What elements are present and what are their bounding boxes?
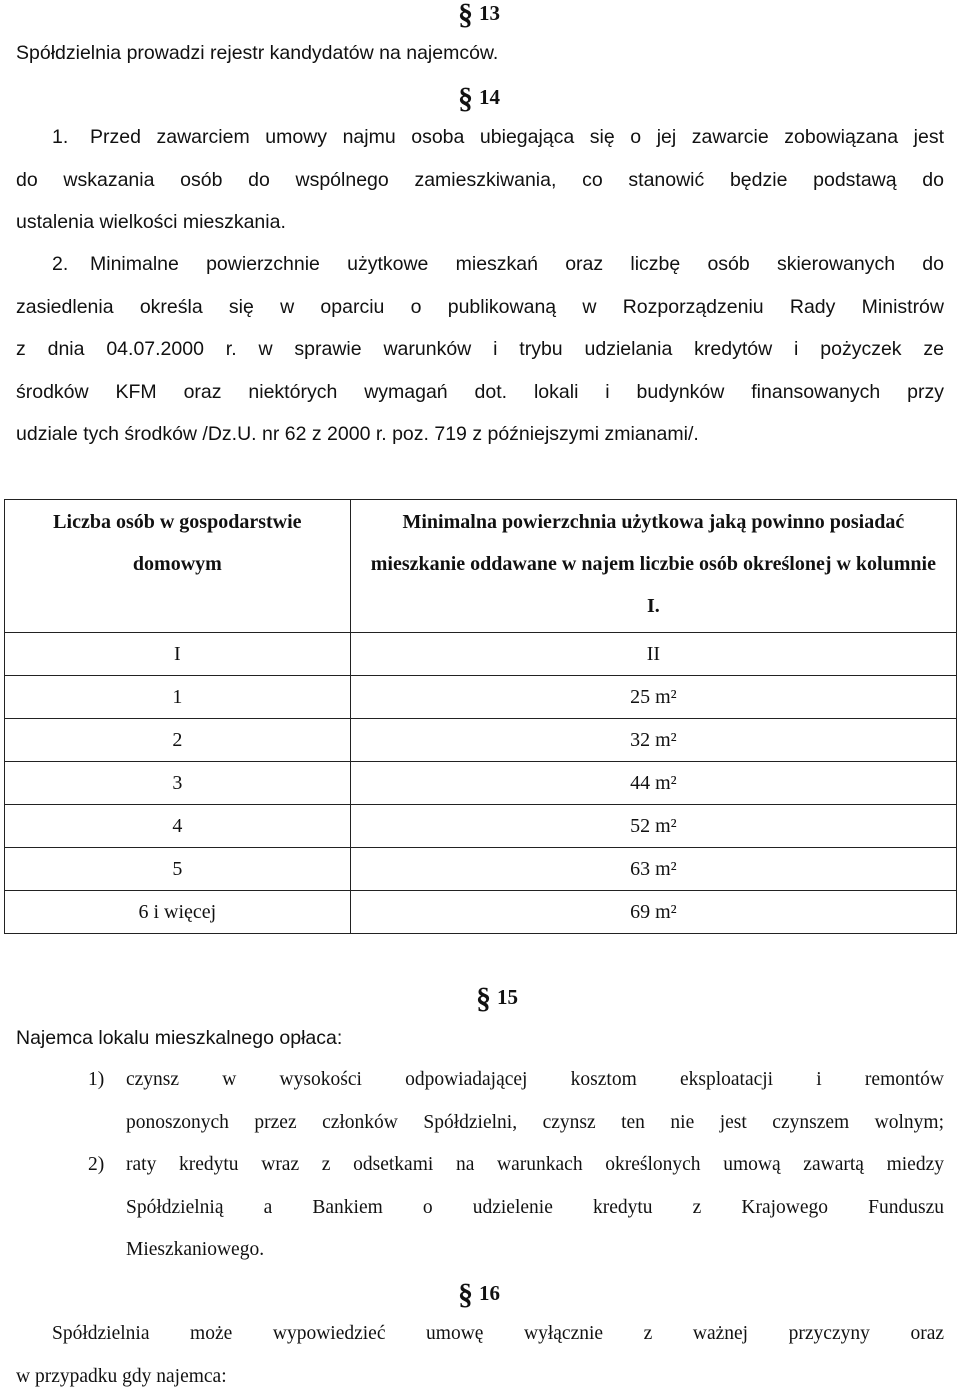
cell-area: 69 m²: [350, 891, 956, 934]
table-row: [5, 676, 957, 719]
item-line: z dnia 04.07.2000 r. w sprawie warunków i trybu udzielania kredytów i pożyczek ze: [16, 328, 944, 371]
section-number: 14: [479, 85, 500, 109]
area-norms-table: [4, 499, 957, 934]
item-line: ustalenia wielkości mieszkania.: [16, 201, 944, 244]
cell-persons: 2: [5, 719, 351, 762]
section-16-text: [16, 1313, 944, 1398]
item-line: środków KFM oraz niektórych wymagań dot. lokali i budynków finansowanych przy: [16, 371, 944, 414]
cell-persons: 5: [5, 848, 351, 891]
header-persons: Liczba osób w gospodarstwie domowym: [5, 500, 351, 633]
item-line: Mieszkaniowego.: [126, 1229, 944, 1272]
table-row: [5, 848, 957, 891]
section-number: 13: [479, 1, 500, 25]
header-min-area: Minimalna powierzchnia użytkowa jaką powinno posiadać mieszkanie oddawane w najem liczbie osób określonej w kolumnie I.: [350, 500, 956, 633]
table-row: [5, 805, 957, 848]
section-sign: §: [458, 0, 473, 31]
item-line: ponoszonych przez członków Spółdzielni, czynsz ten nie jest czynszem wolnym;: [126, 1102, 944, 1145]
section-number: 16: [479, 1281, 500, 1305]
item-line: do wskazania osób do wspólnego zamieszkiwania, co stanowić będzie podstawą do: [16, 159, 944, 202]
item-line: Przed zawarciem umowy najmu osoba ubiegająca się o jej zawarcie zobowiązana jest: [90, 126, 944, 148]
item-line: Spółdzielnią a Bankiem o udzielenie kredytu z Krajowego Funduszu: [126, 1187, 944, 1230]
item-number: 2.: [52, 243, 90, 286]
section-15-item-2: [88, 1144, 944, 1272]
section-sign: §: [458, 1278, 473, 1311]
item-number: 1): [88, 1059, 126, 1102]
cell-area: 32 m²: [350, 719, 956, 762]
cell-persons: 3: [5, 762, 351, 805]
table-roman-row: [5, 633, 957, 676]
section-15-heading: [476, 982, 518, 1016]
section-sign: §: [458, 82, 473, 115]
text-line: Spółdzielnia może wypowiedzieć umowę wyłącznie z ważnej przyczyny oraz: [52, 1313, 944, 1356]
section-15-intro: Najemca lokalu mieszkalnego opłaca:: [16, 1017, 342, 1060]
item-line: czynsz w wysokości odpowiadającej kosztom eksploatacji i remontów: [126, 1059, 944, 1102]
table-row: [5, 719, 957, 762]
roman-col-1: I: [5, 633, 351, 676]
roman-col-2: II: [350, 633, 956, 676]
item-line: Minimalne powierzchnie użytkowe mieszkań oraz liczbę osób skierowanych do: [90, 253, 944, 275]
section-sign: §: [476, 982, 491, 1015]
cell-persons: 1: [5, 676, 351, 719]
cell-persons: 6 i więcej: [5, 891, 351, 934]
table-header-row: [5, 500, 957, 633]
section-16-heading: [458, 1278, 500, 1312]
section-13-heading: [458, 0, 500, 32]
section-14-heading: [458, 82, 500, 116]
item-number: 2): [88, 1144, 126, 1187]
table-row: [5, 891, 957, 934]
cell-area: 44 m²: [350, 762, 956, 805]
section-14-item-1: [16, 116, 944, 244]
cell-area: 63 m²: [350, 848, 956, 891]
item-number: 1.: [52, 116, 90, 159]
item-line: zasiedlenia określa się w oparciu o publikowaną w Rozporządzeniu Rady Ministrów: [16, 286, 944, 329]
section-15-item-1: [88, 1059, 944, 1144]
section-14-item-2: [16, 243, 944, 456]
section-13-text: Spółdzielnia prowadzi rejestr kandydatów na najemców.: [16, 32, 498, 75]
cell-persons: 4: [5, 805, 351, 848]
text-line: w przypadku gdy najemca:: [16, 1356, 944, 1398]
cell-area: 52 m²: [350, 805, 956, 848]
item-line: udziale tych środków /Dz.U. nr 62 z 2000 r. poz. 719 z późniejszymi zmianami/.: [16, 413, 944, 456]
table-row: [5, 762, 957, 805]
section-number: 15: [497, 985, 518, 1009]
cell-area: 25 m²: [350, 676, 956, 719]
item-line: raty kredytu wraz z odsetkami na warunkach określonych umową zawartą miedzy: [126, 1144, 944, 1187]
